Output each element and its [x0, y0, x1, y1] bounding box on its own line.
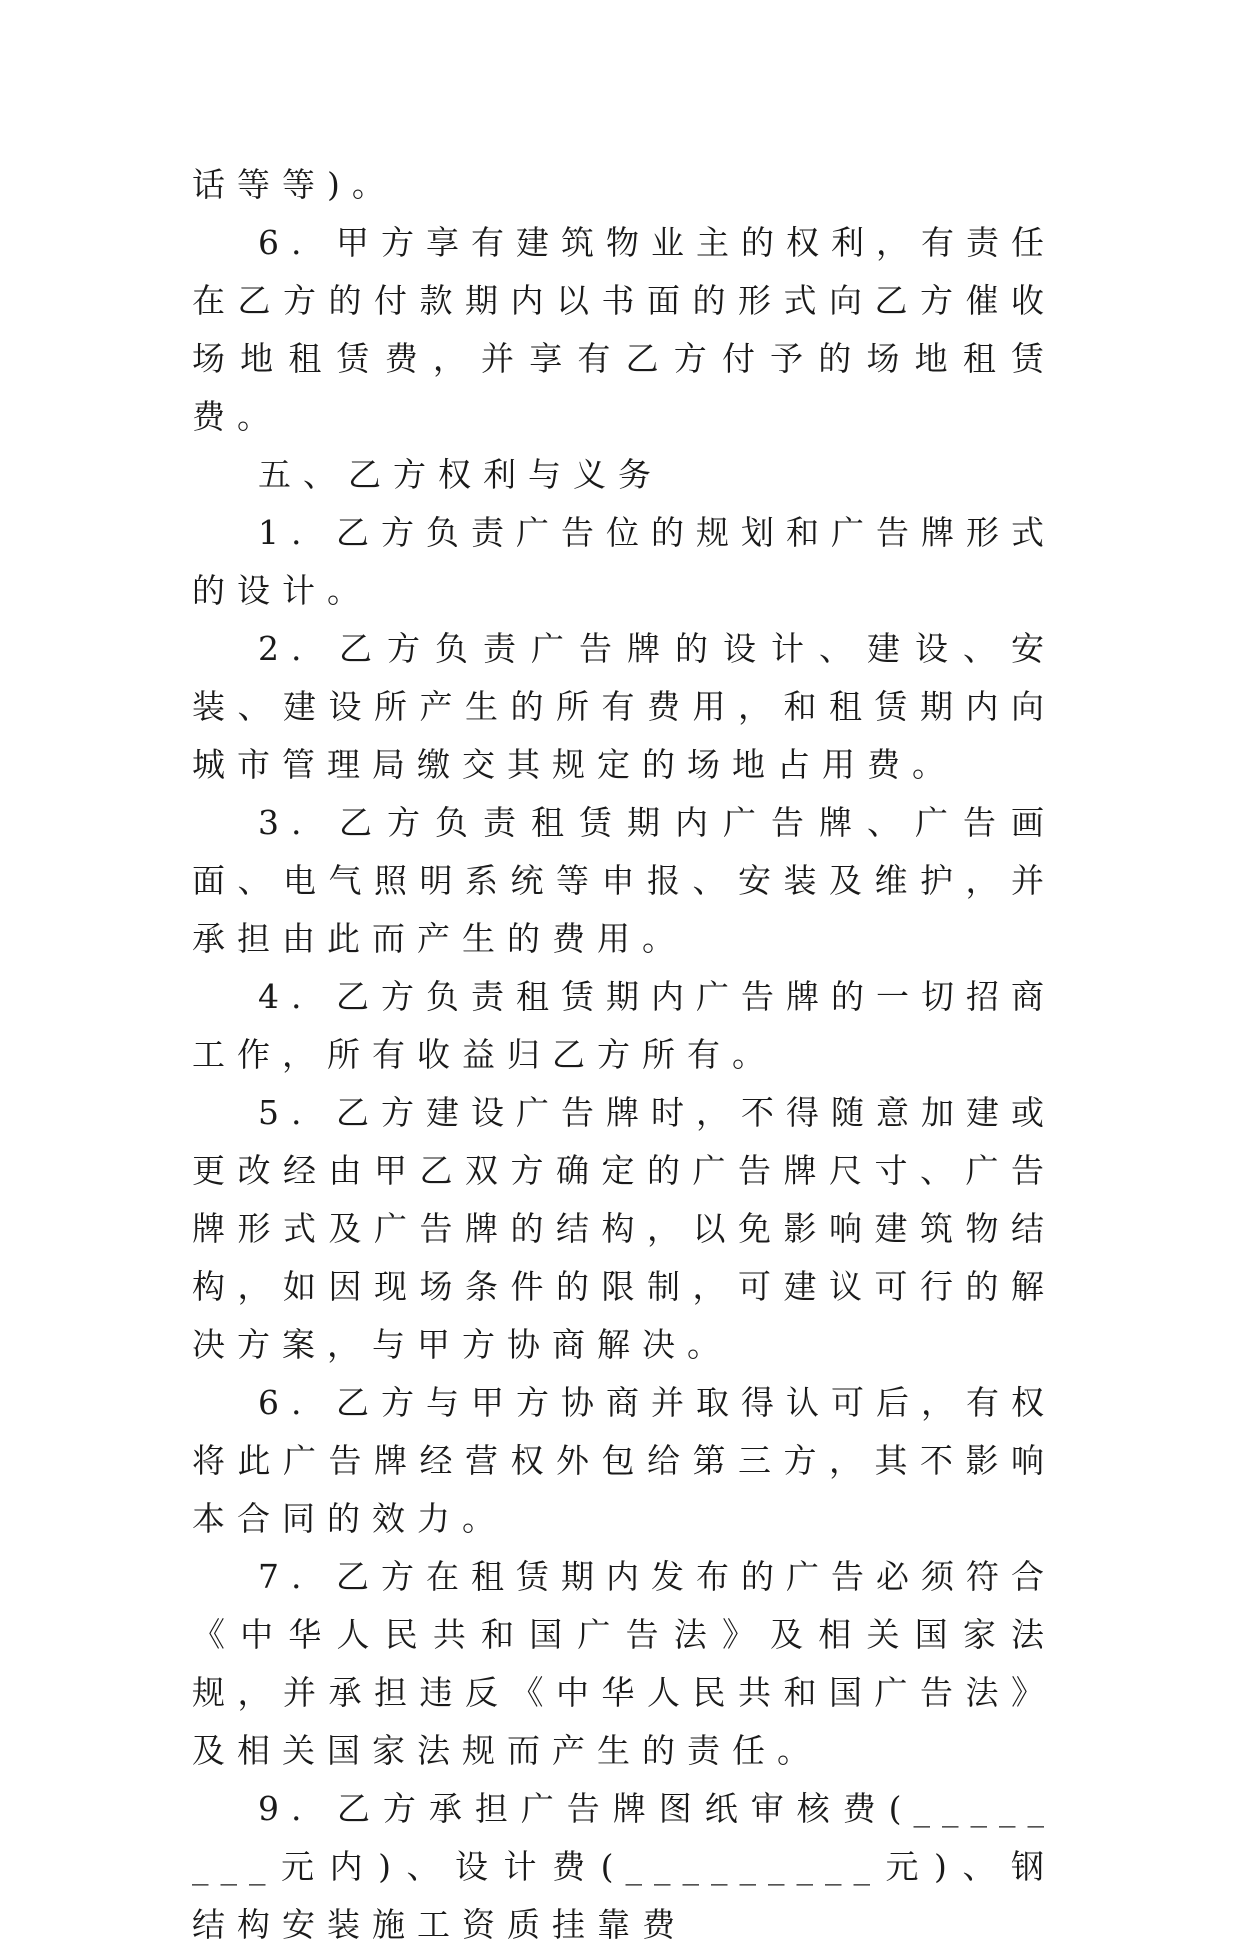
paragraph-party-b-item-6: 6. 乙方与甲方协商并取得认可后，有权将此广告牌经营权外包给第三方，其不影响本合同的效力。 [192, 1383, 1056, 1538]
paragraph-continuation: 话等等)。 [192, 165, 397, 204]
paragraph-party-b-item-7: 7. 乙方在租赁期内发布的广告必须符合《中华人民共和国广告法》及相关国家法规，并承担违反《中华人民共和国广告法》及相关国家法规而产生的责任。 [192, 1557, 1056, 1770]
paragraph-party-a-item-6: 6. 甲方享有建筑物业主的权利，有责任在乙方的付款期内以书面的形式向乙方催收场地租赁费，并享有乙方付予的场地租赁费。 [192, 223, 1056, 436]
document-page [192, 156, 1056, 1954]
paragraph-party-b-item-3: 3. 乙方负责租赁期内广告牌、广告画面、电气照明系统等申报、安装及维护，并承担由此而产生的费用。 [192, 803, 1056, 958]
paragraph-party-b-item-1: 1. 乙方负责广告位的规划和广告牌形式的设计。 [192, 513, 1056, 610]
paragraph-party-b-item-2: 2. 乙方负责广告牌的设计、建设、安装、建设所产生的所有费用，和租赁期内向城市管理局缴交其规定的场地占用费。 [192, 629, 1056, 784]
paragraph-party-b-item-5: 5. 乙方建设广告牌时，不得随意加建或更改经由甲乙双方确定的广告牌尺寸、广告牌形式及广告牌的结构，以免影响建筑物结构，如因现场条件的限制，可建议可行的解决方案，与甲方协商解决。 [192, 1093, 1056, 1364]
paragraph-party-b-item-9: 9. 乙方承担广告牌图纸审核费(________元内)、设计费(_________元)、钢结构安装施工资质挂靠费 [192, 1789, 1056, 1944]
section-heading-party-b: 五、乙方权利与义务 [258, 455, 663, 494]
paragraph-party-b-item-4: 4. 乙方负责租赁期内广告牌的一切招商工作，所有收益归乙方所有。 [192, 977, 1056, 1074]
